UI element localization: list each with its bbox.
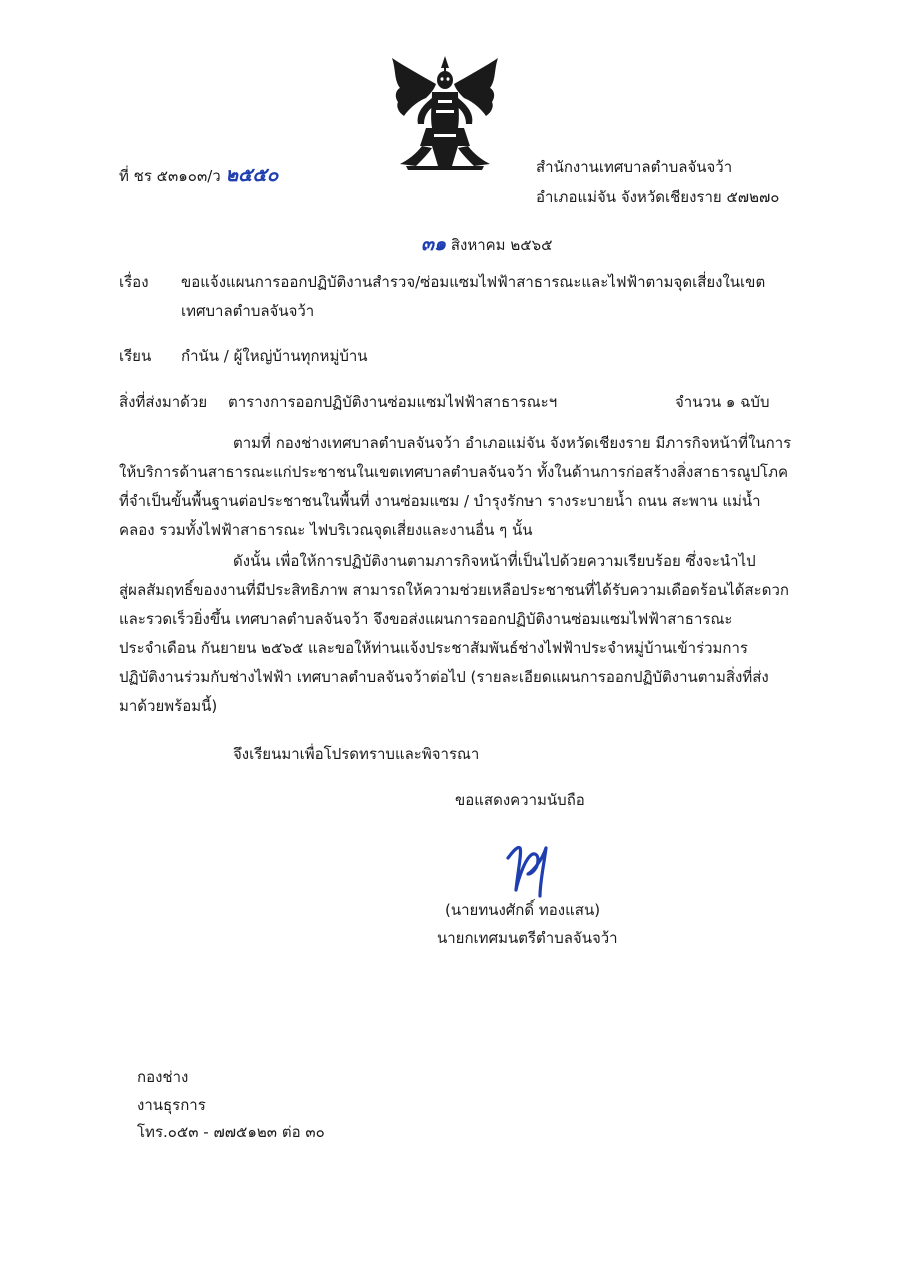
footer-department: กองช่าง bbox=[137, 1068, 189, 1086]
signer-name: (นายทนงศักดิ์ ทองแสน) bbox=[445, 901, 601, 919]
reference-prefix: ที่ ชร ๕๓๑๐๓/ว bbox=[119, 167, 221, 185]
subject-line-1: ขอแจ้งแผนการออกปฏิบัติงานสำรวจ/ซ่อมแซมไฟฟ้าสาธารณะและไฟฟ้าตามจุดเสี่ยงในเขต bbox=[181, 273, 766, 291]
paragraph-line: ประจำเดือน กันยายน ๒๕๖๕ และขอให้ท่านแจ้งประชาสัมพันธ์ช่างไฟฟ้าประจำหมู่บ้านเข้าร่วมการ bbox=[119, 639, 748, 657]
reference-number bbox=[119, 160, 278, 190]
recipient-label: เรียน bbox=[119, 347, 152, 365]
paragraph-line: สู่ผลสัมฤทธิ์ของงานที่มีประสิทธิภาพ สามารถให้ความช่วยเหลือประชาชนที่ได้รับความเดือดร้อนได้สะดวก bbox=[119, 581, 789, 599]
footer-phone: โทร.๐๕๓ - ๗๗๕๑๒๓ ต่อ ๓๐ bbox=[137, 1123, 325, 1141]
paragraph-line: ตามที่ กองช่างเทศบาลตำบลจันจว้า อำเภอแม่จัน จังหวัดเชียงราย มีภารกิจหน้าที่ในการ bbox=[233, 434, 792, 452]
date-month-year: สิงหาคม ๒๕๖๕ bbox=[450, 236, 553, 254]
enclosure-value: ตารางการออกปฏิบัติงานซ่อมแซมไฟฟ้าสาธารณะฯ bbox=[228, 393, 558, 411]
subject-line-2: เทศบาลตำบลจันจว้า bbox=[181, 302, 315, 320]
signer-title: นายกเทศมนตรีตำบลจันจว้า bbox=[437, 929, 618, 947]
paragraph-line: ที่จำเป็นขั้นพื้นฐานต่อประชาชนในพื้นที่ งานซ่อมแซม / บำรุงรักษา รางระบายน้ำ ถนน สะพาน แม่น้ำ bbox=[119, 492, 761, 510]
garuda-emblem-icon bbox=[386, 54, 504, 174]
closing-request: จึงเรียนมาเพื่อโปรดทราบและพิจารณา bbox=[233, 745, 480, 763]
paragraph-line: ปฏิบัติงานร่วมกับช่างไฟฟ้า เทศบาลตำบลจันจว้าต่อไป (รายละเอียดแผนการออกปฏิบัติงานตามสิ่งที่ส่ง bbox=[119, 668, 769, 686]
body-paragraph-2 bbox=[119, 547, 809, 721]
signature-icon bbox=[500, 840, 570, 900]
handwritten-reference-number: ๒๕๕๐ bbox=[225, 164, 279, 186]
letter-date bbox=[421, 229, 552, 259]
closing-salutation: ขอแสดงความนับถือ bbox=[455, 791, 585, 809]
paragraph-line: คลอง รวมทั้งไฟฟ้าสาธารณะ ไฟบริเวณจุดเสี่ยงและงานอื่น ๆ นั้น bbox=[119, 521, 533, 539]
subject-label: เรื่อง bbox=[119, 273, 149, 291]
body-paragraph-1 bbox=[119, 429, 809, 545]
paragraph-line: มาด้วยพร้อมนี้) bbox=[119, 697, 218, 715]
sender-office: สำนักงานเทศบาลตำบลจันจว้า bbox=[536, 158, 733, 176]
paragraph-line: และรวดเร็วยิ่งขึ้น เทศบาลตำบลจันจว้า จึงขอส่งแผนการออกปฏิบัติงานซ่อมแซมไฟฟ้าสาธารณะ bbox=[119, 610, 733, 628]
paragraph-line: ให้บริการด้านสาธารณะแก่ประชาชนในเขตเทศบาลตำบลจันจว้า ทั้งในด้านการก่อสร้างสิ่งสาธารณูปโภค bbox=[119, 463, 789, 481]
footer-section: งานธุรการ bbox=[137, 1096, 206, 1114]
handwritten-date-day: ๓๑ bbox=[421, 233, 447, 255]
sender-address: อำเภอแม่จัน จังหวัดเชียงราย ๕๗๒๗๐ bbox=[536, 188, 780, 206]
enclosure-label: สิ่งที่ส่งมาด้วย bbox=[119, 393, 208, 411]
paragraph-line: ดังนั้น เพื่อให้การปฏิบัติงานตามภารกิจหน้าที่เป็นไปด้วยความเรียบร้อย ซึ่งจะนำไป bbox=[233, 552, 756, 570]
enclosure-quantity: จำนวน ๑ ฉบับ bbox=[675, 393, 770, 411]
recipient-value: กำนัน / ผู้ใหญ่บ้านทุกหมู่บ้าน bbox=[181, 347, 368, 365]
